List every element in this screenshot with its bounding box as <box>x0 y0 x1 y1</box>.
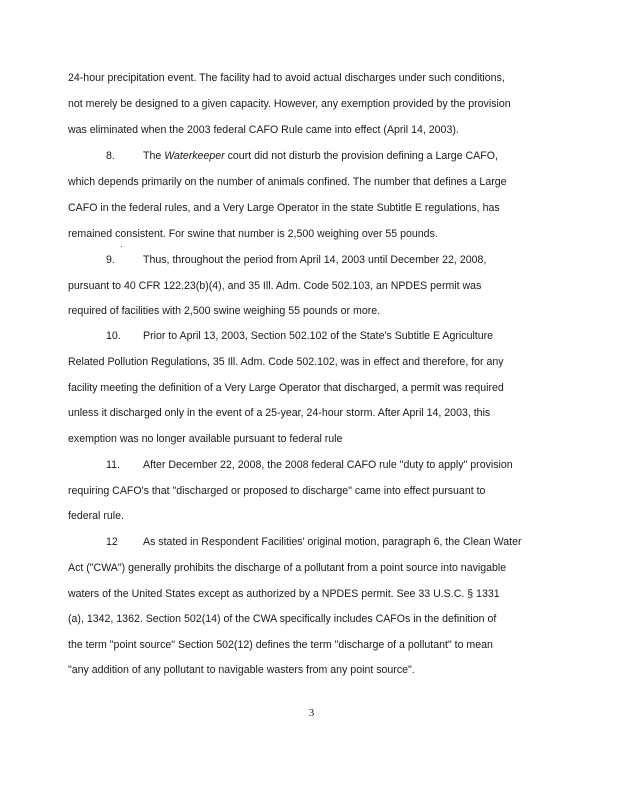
paragraph-10-first-line <box>106 330 493 343</box>
text-line: CAFO in the federal rules, and a Very Large Operator in the state Subtitle E regulations, has <box>68 202 500 214</box>
paragraph-11-first-line <box>106 459 513 472</box>
text-line: As stated in Respondent Facilities' original motion, paragraph 6, the Clean Water <box>143 536 522 548</box>
text-line: remained consistent. For swine that number is 2,500 weighing over 55 pounds. <box>68 228 438 240</box>
text-line: required of facilities with 2,500 swine weighing 55 pounds or more. <box>68 305 381 317</box>
text-line: requiring CAFO's that "discharged or proposed to discharge" came into effect pursuant to <box>68 485 486 497</box>
text-line: (a), 1342, 1362. Section 502(14) of the CWA specifically includes CAFOs in the definition of <box>68 613 497 625</box>
page-number: 3 <box>308 707 315 719</box>
text-line: waters of the United States except as authorized by a NPDES permit. See 33 U.S.C. § 1331 <box>68 588 500 600</box>
paragraph-8-first-line <box>106 150 498 163</box>
text-line: Act ("CWA") generally prohibits the discharge of a pollutant from a point source into navigable <box>68 562 507 574</box>
paragraph-number: 12 <box>106 536 118 548</box>
paragraph-number: 8. <box>106 150 115 162</box>
paragraph-number: 11. <box>106 459 120 471</box>
paragraph-number: 10. <box>106 330 121 342</box>
text-line: exemption was no longer available pursuant to federal rule <box>68 433 343 445</box>
para8-prefix: The <box>143 150 165 162</box>
text-line: "any addition of any pollutant to navigable wasters from any point source". <box>68 664 415 676</box>
case-name: Waterkeeper <box>164 150 225 162</box>
text-line: Related Pollution Regulations, 35 Ill. Adm. Code 502.102, was in effect and therefore, for any <box>68 356 504 368</box>
paragraph-number: 9. <box>106 254 115 266</box>
text-line: unless it discharged only in the event of a 25-year, 24-hour storm. After April 14, 2003, this <box>68 407 491 419</box>
para8-rest: court did not disturb the provision defining a Large CAFO, <box>224 150 498 162</box>
text-line: federal rule. <box>68 510 124 522</box>
text-line: not merely be designed to a given capacity. However, any exemption provided by the provision <box>68 98 511 110</box>
scan-speck <box>121 246 122 247</box>
paragraph-12-first-line <box>106 536 522 549</box>
text-line: pursuant to 40 CFR 122.23(b)(4), and 35 Ill. Adm. Code 502.103, an NPDES permit was <box>68 280 482 292</box>
text-line: the term "point source" Section 502(12) defines the term "discharge of a pollutant" to mean <box>68 639 493 651</box>
text-line: Prior to April 13, 2003, Section 502.102 of the State's Subtitle E Agriculture <box>143 330 494 342</box>
text-line: was eliminated when the 2003 federal CAFO Rule came into effect (April 14, 2003). <box>68 124 459 136</box>
text-line: 24-hour precipitation event. The facility had to avoid actual discharges under such conditions, <box>68 72 505 84</box>
text-line: After December 22, 2008, the 2008 federal CAFO rule "duty to apply" provision <box>143 459 513 471</box>
text-line: facility meeting the definition of a Very Large Operator that discharged, a permit was required <box>68 382 504 394</box>
text-line: Thus, throughout the period from April 14, 2003 until December 22, 2008, <box>143 254 487 266</box>
paragraph-9-first-line <box>106 254 486 267</box>
text-line: which depends primarily on the number of animals confined. The number that defines a Large <box>68 176 507 188</box>
